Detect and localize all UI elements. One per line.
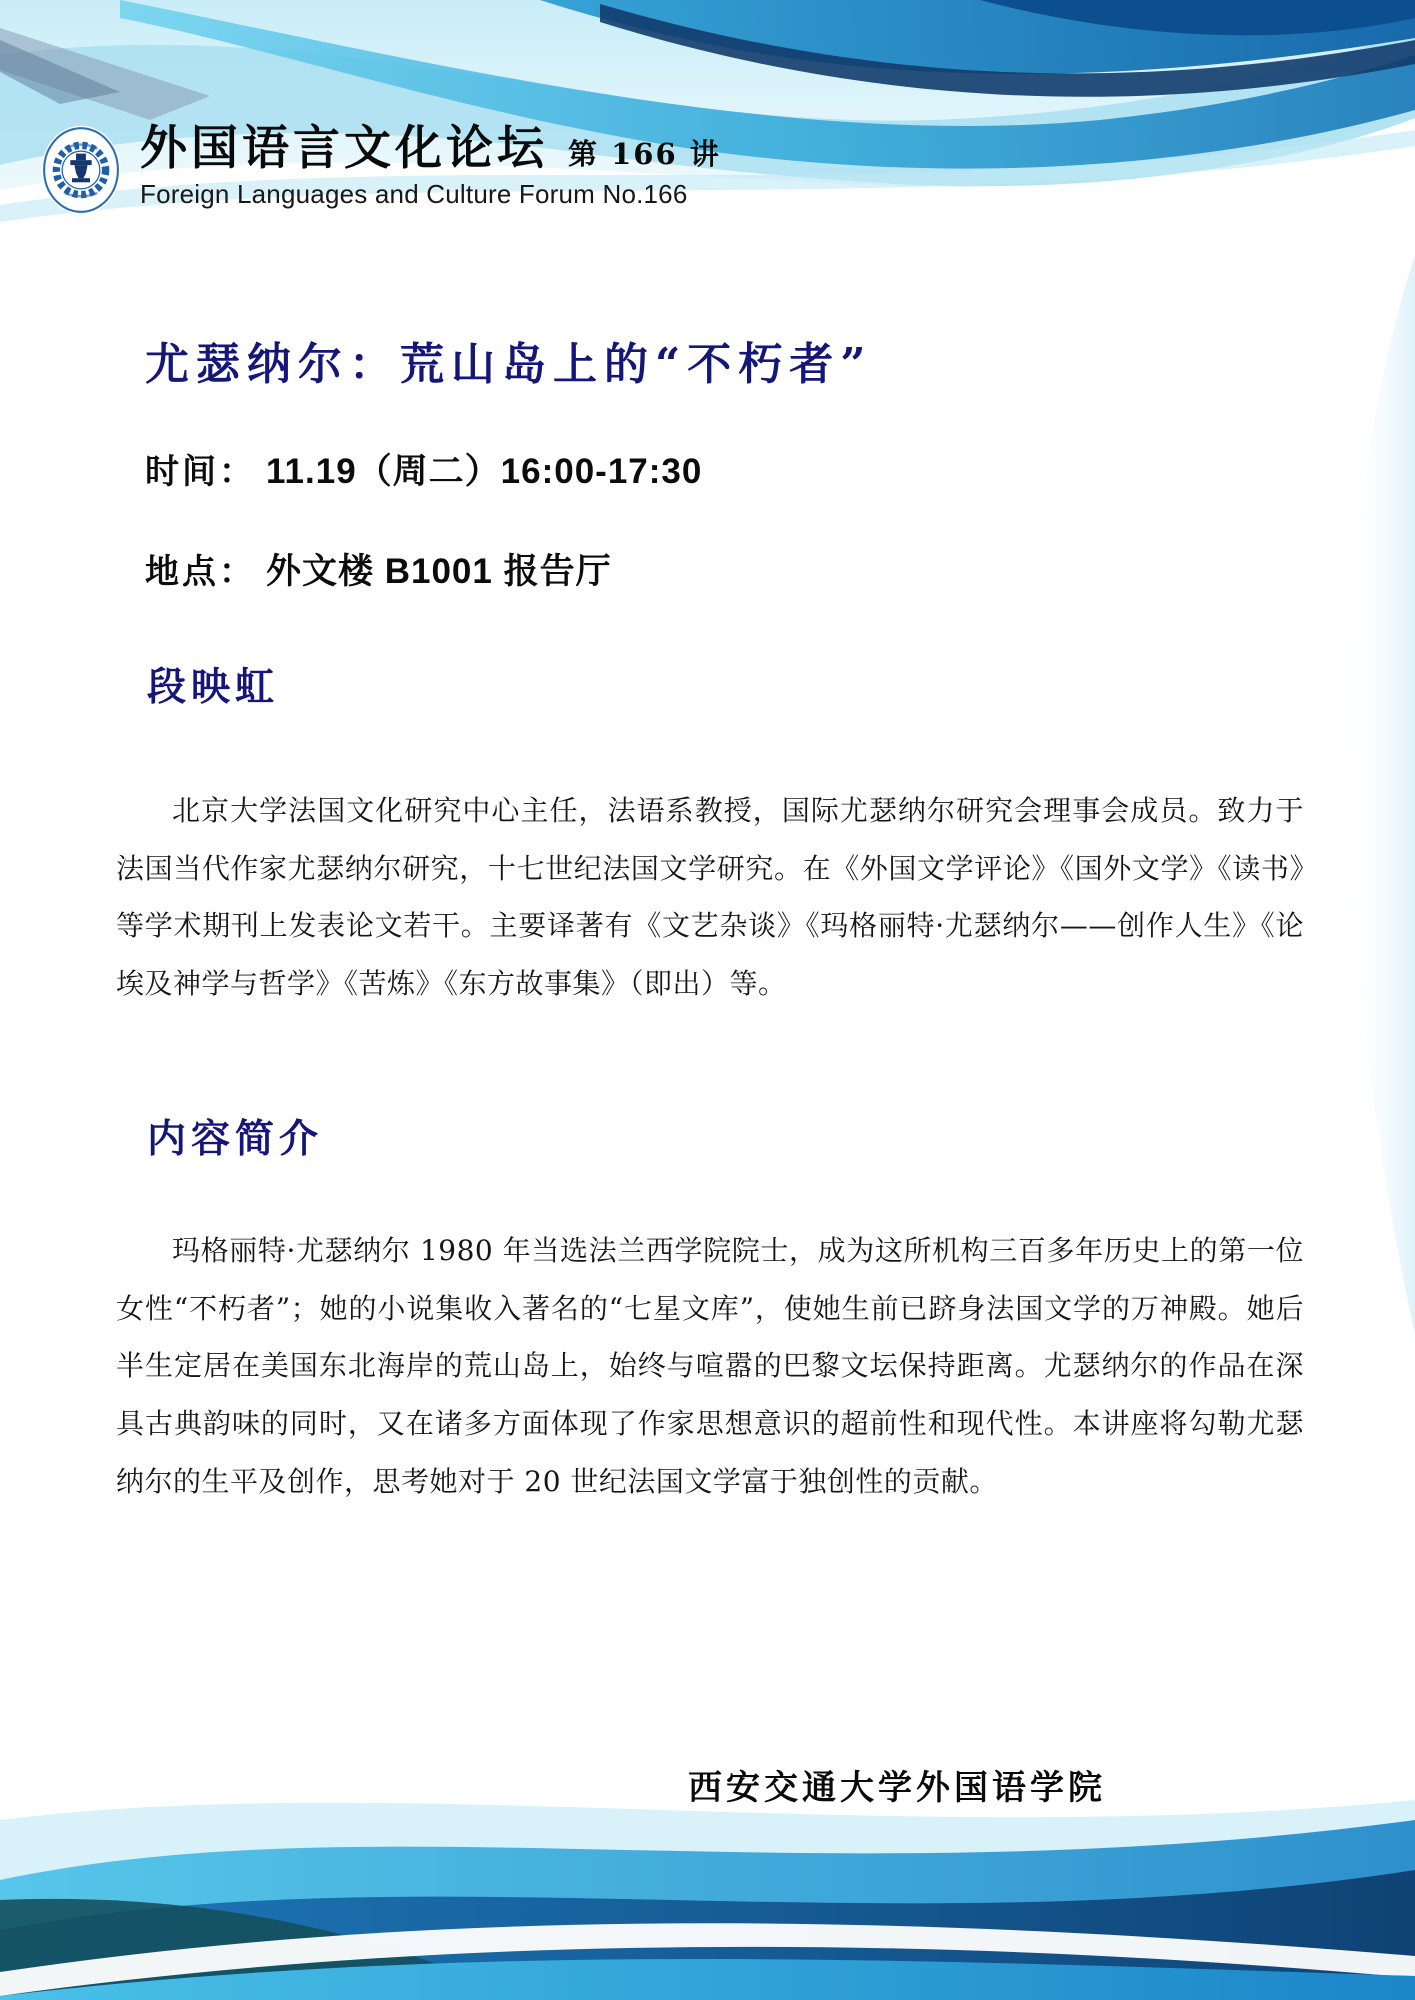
right-edge-decoration xyxy=(1285,255,1415,1355)
forum-subtitle-en: Foreign Languages and Culture Forum No.166 xyxy=(140,179,688,210)
forum-title: 外国语言文化论坛 xyxy=(140,121,548,176)
speaker-bio: 北京大学法国文化研究中心主任，法语系教授，国际尤瑟纳尔研究会理事会成员。致力于法国当代作家尤瑟纳尔研究，十七世纪法国文学研究。在《外国文学评论》《国外文学》《读书》等学术期刊上发表论文若干。主要译著有《文艺杂谈》《玛格丽特·尤瑟纳尔——创作人生》《论埃及神学与哲学》《苦炼》《东方故事集》（即出）等。 xyxy=(116,794,1304,1001)
lecture-title: 尤瑟纳尔：荒山岛上的“不朽者” xyxy=(145,339,873,390)
venue-line xyxy=(145,544,612,594)
time-label: 时间： xyxy=(145,452,256,492)
abstract-body: 玛格丽特·尤瑟纳尔 1980 年当选法兰西学院院士，成为这所机构三百多年历史上的第一位女性“不朽者”；她的小说集收入著名的“七星文库”，使她生前已跻身法国文学的万神殿。她后半生定居在美国东北海岸的荒山岛上，始终与喧嚣的巴黎文坛保持距离。尤瑟纳尔的作品在深具古典韵味的同时，又在诸多方面体现了作家思想意识的超前性和现代性。本讲座将勾勒尤瑟纳尔的生平及创作，思考她对于 20 世纪法国文学富于独创性的贡献。 xyxy=(116,1234,1304,1498)
speaker-name: 段映虹 xyxy=(147,664,280,710)
forum-header-text xyxy=(140,121,721,210)
organizer: 西安交通大学外国语学院 xyxy=(688,1768,1106,1808)
venue-value: 外文楼 B1001 报告厅 xyxy=(266,552,612,591)
time-line xyxy=(145,444,702,494)
time-value: 11.19（周二）16:00-17:30 xyxy=(266,452,703,491)
xjtu-logo-icon xyxy=(40,124,122,216)
venue-label: 地点： xyxy=(145,552,256,592)
forum-session-number: 第 166 讲 xyxy=(568,137,721,171)
forum-header xyxy=(40,121,721,216)
abstract-heading: 内容简介 xyxy=(147,1116,324,1162)
